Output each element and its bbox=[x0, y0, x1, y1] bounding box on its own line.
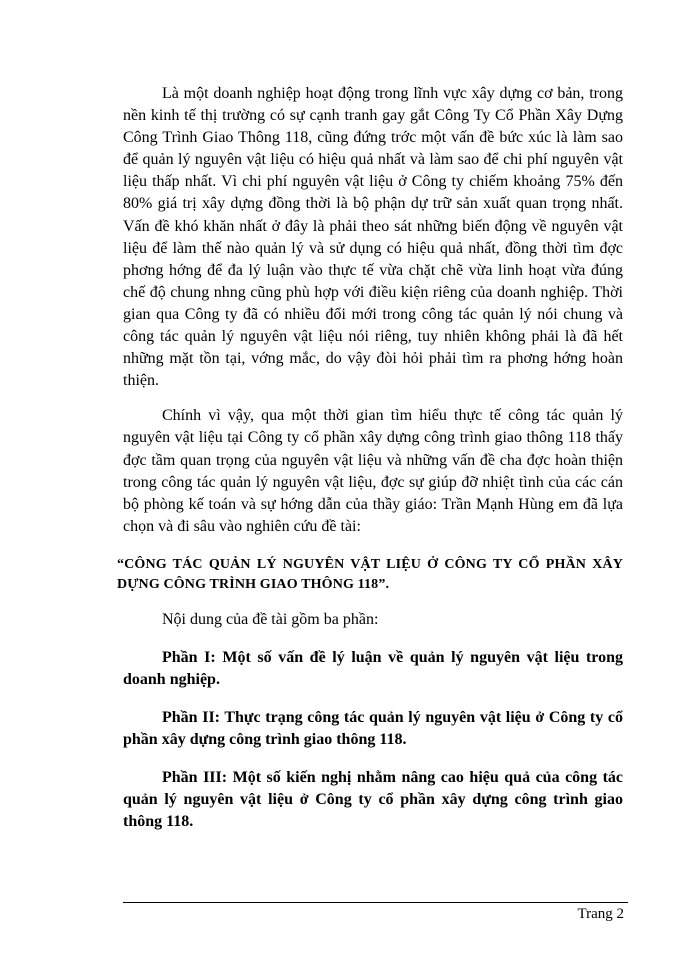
intro-paragraph: Là một doanh nghiệp hoạt động trong lĩnh vực xây dựng cơ bản, trong nền kinh tế thị trường có sự cạnh tranh gay gắt Công Ty Cổ Phần Xây Dựng Công Trình Giao Thông 118, cũng đứng trớc một vấn đề bức xúc là làm sao để quản lý nguyên vật liệu có hiệu quả nhất và làm sao để chi phí nguyên vật liệu thấp nhất. Vì chi phí nguyên vật liệu ở Công ty chiếm khoảng 75% đến 80% giá trị xây dựng đồng thời là bộ phận dự trữ sản xuất quan trọng nhất. Vấn đề khó khăn nhất ở đây là phải theo sát những biến động về nguyên vật liệu để làm thế nào quản lý và sử dụng có hiệu quả nhất, đồng thời tìm đợc phơng hớng để đa lý luận vào thực tế vừa chặt chẽ vừa linh hoạt vừa đúng chế độ chung nhng cũng phù hợp với điều kiện riêng của doanh nghiệp. Thời gian qua Công ty đã có nhiều đổi mới trong công tác quản lý nói chung và công tác quản lý nguyên vật liệu nói riêng, tuy nhiên không phải là đã hết những mặt tồn tại, vớng mắc, do vậy đòi hỏi phải tìm ra phơng hớng hoàn thiện. bbox=[123, 85, 623, 390]
part-2-text: Thực trạng công tác quản lý nguyên vật liệu ở Công ty cổ phần xây dựng công trình giao thông 118. bbox=[123, 708, 623, 748]
part-2 bbox=[123, 707, 623, 751]
footer-divider bbox=[123, 902, 628, 903]
part-1 bbox=[123, 647, 623, 691]
content-intro: Nội dung của đề tài gồm ba phần: bbox=[162, 610, 379, 628]
part-3-label: Phần III: bbox=[162, 768, 228, 786]
topic-title bbox=[117, 555, 623, 595]
part-1-label: Phần I: bbox=[162, 648, 216, 666]
part-3 bbox=[123, 767, 623, 833]
page-number: Trang 2 bbox=[577, 906, 624, 922]
page-body bbox=[117, 83, 624, 833]
reason-paragraph: Chính vì vậy, qua một thời gian tìm hiểu thực tế công tác quản lý nguyên vật liệu tại Công ty cổ phần xây dựng công trình giao thông 118 thấy đợc tầm quan trọng của nguyên vật liệu và những vấn đề cha đợc hoàn thiện trong công tác quản lý nguyên vật liệu, đợc sự giúp đỡ nhiệt tình của các cán bộ phòng kế toán và sự hớng dẫn của thầy giáo: Trần Mạnh Hùng em đã lựa chọn và đi sâu vào nghiên cứu đề tài: bbox=[123, 407, 623, 535]
part-2-label: Phần II: bbox=[162, 708, 220, 726]
topic-title-text: “CÔNG TÁC QUẢN LÝ NGUYÊN VẬT LIỆU Ở CÔNG TY CỔ PHẦN XÂY DỰNG CÔNG TRÌNH GIAO THÔNG 118”. bbox=[117, 556, 623, 592]
part-3-text: Một số kiến nghị nhằm nâng cao hiệu quả của công tác quản lý nguyên vật liệu ở Công ty cổ phần xây dựng công trình giao thông 118. bbox=[123, 768, 624, 830]
part-1-text: Một số vấn đề lý luận về quản lý nguyên vật liệu trong doanh nghiệp. bbox=[123, 648, 624, 688]
